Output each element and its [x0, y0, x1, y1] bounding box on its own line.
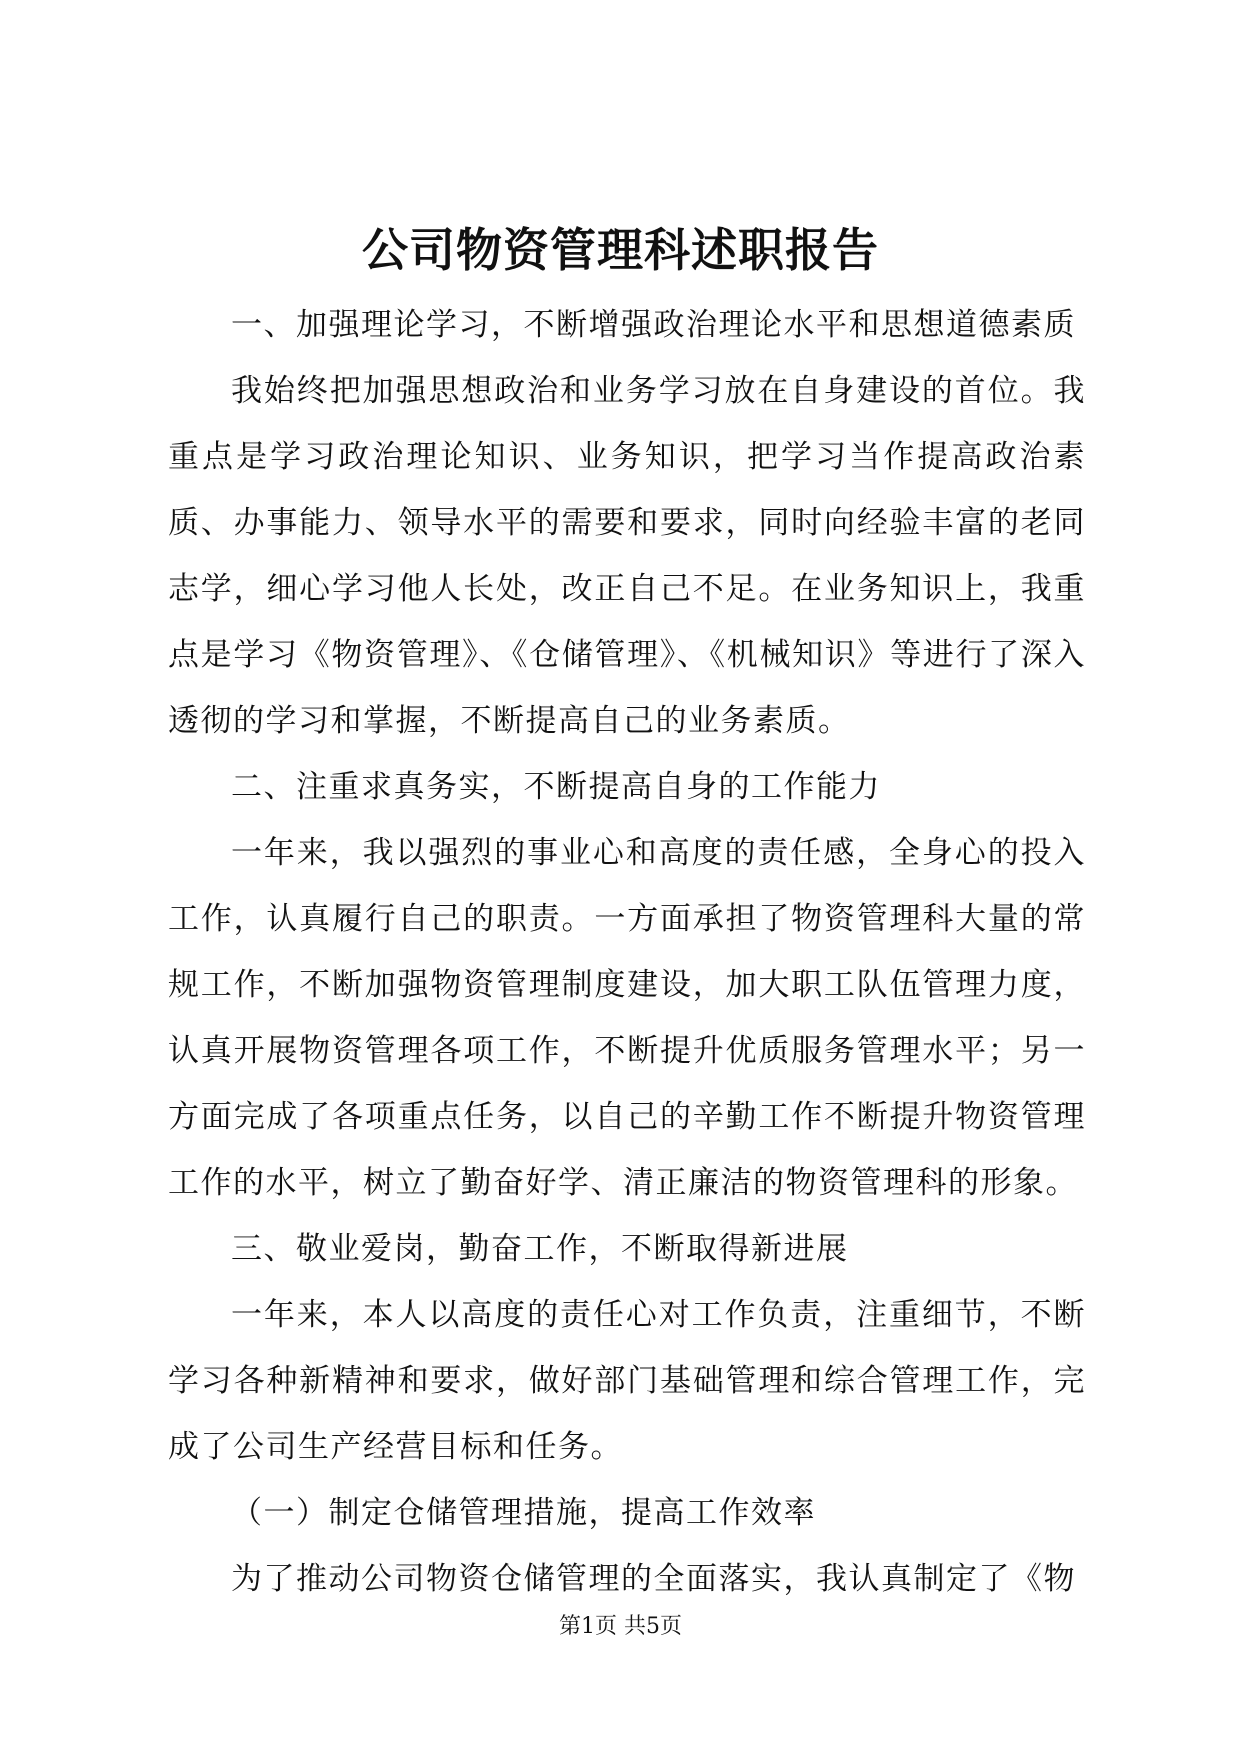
section-heading-3: 三、敬业爱岗，勤奋工作，不断取得新进展: [231, 1231, 849, 1267]
document-title: 公司物资管理科述职报告: [362, 223, 879, 277]
section-heading-1: 一、加强理论学习，不断增强政治理论水平和思想道德素质: [231, 307, 1076, 343]
subsection-heading-1: （一）制定仓储管理措施，提高工作效率: [231, 1495, 816, 1531]
page-number-footer: 第1页 共5页: [559, 1614, 682, 1639]
document-body: [168, 292, 1086, 1612]
body-paragraph-4: 为了推动公司物资仓储管理的全面落实，我认真制定了《物: [231, 1561, 1076, 1597]
body-paragraph-2: 一年来，我以强烈的事业心和高度的责任感，全身心的投入工作，认真履行自己的职责。一方面承担了物资管理科大量的常规工作，不断加强物资管理制度建设，加大职工队伍管理力度，认真开展物资管理各项工作，不断提升优质服务管理水平；另一方面完成了各项重点任务，以自己的辛勤工作不断提升物资管理工作的水平，树立了勤奋好学、清正廉洁的物资管理科的形象。: [168, 835, 1086, 1201]
section-heading-2: 二、注重求真务实，不断提高自身的工作能力: [231, 769, 881, 805]
body-paragraph-3: 一年来，本人以高度的责任心对工作负责，注重细节，不断学习各种新精神和要求，做好部门基础管理和综合管理工作，完成了公司生产经营目标和任务。: [168, 1297, 1086, 1465]
body-paragraph-1: 我始终把加强思想政治和业务学习放在自身建设的首位。我重点是学习政治理论知识、业务知识，把学习当作提高政治素质、办事能力、领导水平的需要和要求，同时向经验丰富的老同志学，细心学习他人长处，改正自己不足。在业务知识上，我重点是学习《物资管理》、《仓储管理》、《机械知识》等进行了深入透彻的学习和掌握，不断提高自己的业务素质。: [168, 373, 1086, 739]
